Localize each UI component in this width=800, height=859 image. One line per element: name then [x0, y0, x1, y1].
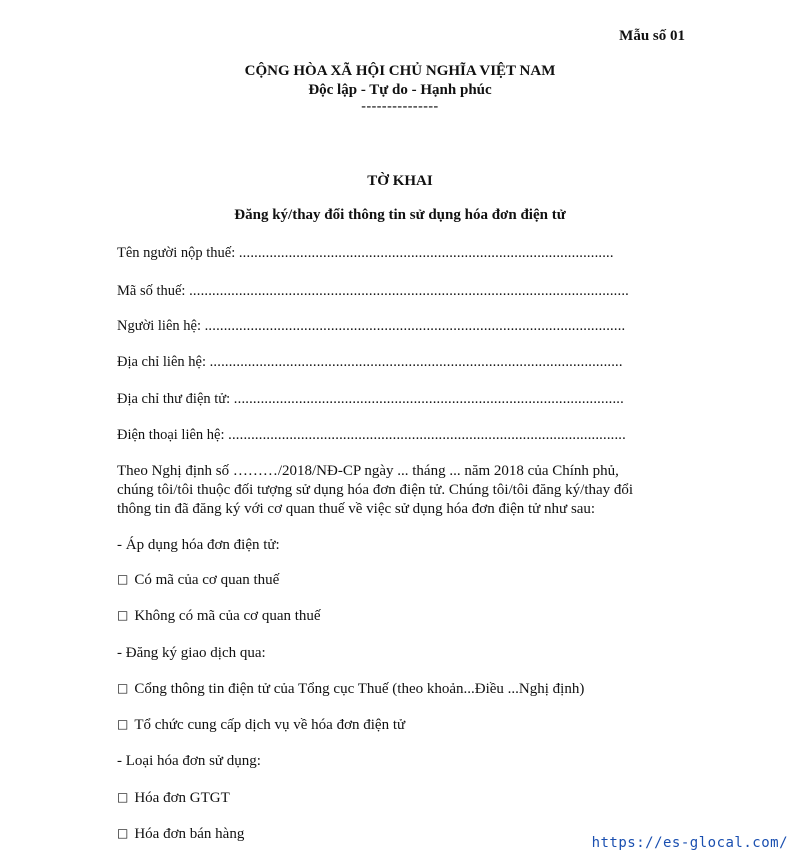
checkbox-icon[interactable]: □	[117, 826, 129, 840]
option-sales-invoice[interactable]	[117, 826, 244, 843]
declaration-paragraph	[117, 462, 677, 519]
field-phone	[117, 427, 626, 444]
field-label: Địa chỉ liên hệ:	[117, 354, 206, 370]
field-blank[interactable]: ............................................................................................................	[209, 354, 623, 370]
header-separator: ---------------	[361, 99, 439, 114]
apply-heading: - Áp dụng hóa đơn điện tử:	[117, 537, 280, 553]
field-label: Điện thoại liên hệ:	[117, 427, 225, 443]
checkbox-icon[interactable]: □	[117, 608, 129, 622]
option-label: Không có mã của cơ quan thuế	[134, 608, 321, 624]
document-subtitle: Đăng ký/thay đổi thông tin sử dụng hóa đơn điện tử	[234, 207, 566, 223]
field-label: Tên người nộp thuế:	[117, 245, 236, 261]
field-contact-address	[117, 354, 623, 371]
option-label: Hóa đơn bán hàng	[134, 826, 245, 842]
option-label: Có mã của cơ quan thuế	[134, 572, 280, 588]
field-blank[interactable]: ......................................................................................................	[233, 391, 624, 407]
field-label: Mã số thuế:	[117, 283, 186, 299]
option-service-provider[interactable]	[117, 717, 405, 734]
register-heading: - Đăng ký giao dịch qua:	[117, 645, 266, 661]
invoice-type-heading: - Loại hóa đơn sử dụng:	[117, 753, 261, 769]
nation-title: CỘNG HÒA XÃ HỘI CHỦ NGHĨA VIỆT NAM	[244, 63, 556, 79]
national-motto: Độc lập - Tự do - Hạnh phúc	[308, 82, 492, 98]
option-with-code[interactable]	[117, 572, 279, 589]
paragraph-line: Theo Nghị định số ………/2018/NĐ-CP ngày ... tháng ... năm 2018 của Chính phủ,	[117, 463, 619, 479]
field-label: Người liên hệ:	[117, 318, 201, 334]
form-number: Mẫu số 01	[619, 28, 685, 44]
option-label: Hóa đơn GTGT	[134, 790, 230, 806]
checkbox-icon[interactable]: □	[117, 790, 129, 804]
field-contact-person	[117, 318, 625, 335]
paragraph-line: chúng tôi/tôi thuộc đối tượng sử dụng hóa đơn điện tử. Chúng tôi/tôi đăng ký/thay đổi	[117, 482, 634, 498]
field-email	[117, 391, 624, 408]
field-blank[interactable]: ...................................................................................................................	[189, 283, 629, 299]
field-blank[interactable]: ........................................................................................................	[228, 427, 626, 443]
field-label: Địa chỉ thư điện tử:	[117, 391, 231, 407]
field-taxpayer-name	[117, 245, 614, 262]
field-blank[interactable]: ..............................................................................................................	[204, 318, 626, 334]
paragraph-line: thông tin đã đăng ký với cơ quan thuế về việc sử dụng hóa đơn điện tử như sau:	[117, 501, 596, 517]
option-without-code[interactable]	[117, 608, 321, 625]
option-label: Cổng thông tin điện tử của Tổng cục Thuế (theo khoản...Điều ...Nghị định)	[134, 681, 585, 697]
document-title: TỜ KHAI	[367, 173, 433, 189]
option-tax-portal[interactable]	[117, 681, 584, 698]
checkbox-icon[interactable]: □	[117, 681, 129, 695]
checkbox-icon[interactable]: □	[117, 717, 129, 731]
option-vat-invoice[interactable]	[117, 790, 230, 807]
checkbox-icon[interactable]: □	[117, 572, 129, 586]
website-watermark: https://es-glocal.com/	[591, 835, 788, 851]
field-blank[interactable]: ..................................................................................................	[238, 245, 614, 261]
field-tax-code	[117, 283, 629, 300]
option-label: Tổ chức cung cấp dịch vụ về hóa đơn điện tử	[134, 717, 406, 733]
